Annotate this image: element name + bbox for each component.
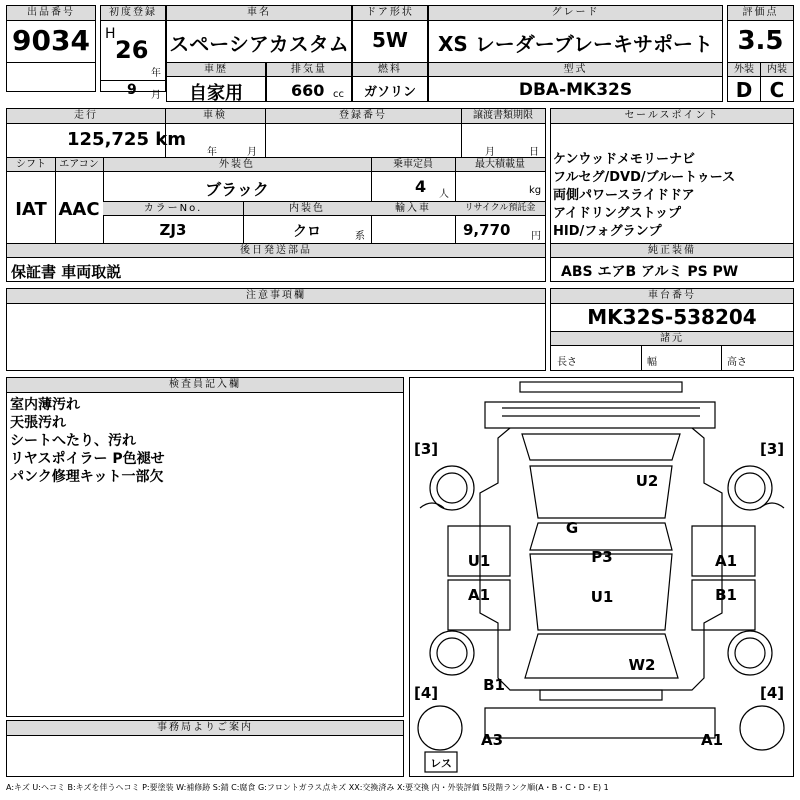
mileage: 125,725 km: [67, 129, 186, 150]
aircon: AAC: [58, 199, 100, 220]
history-header: 車歴: [167, 63, 265, 77]
aircon-header: エアコン: [55, 158, 103, 172]
door-header: ドア形状: [353, 6, 427, 21]
windshield-shape: [530, 523, 672, 550]
registration-header: 登録番号: [265, 109, 461, 124]
mark-left-fender: A1: [467, 586, 491, 604]
inspection-header: 車検: [165, 109, 265, 124]
model-box: [428, 62, 723, 102]
mark-bumper-left: A3: [480, 731, 504, 749]
color-no-header: カラーNo.: [103, 202, 243, 216]
capacity-header: 乗車定員: [371, 158, 455, 172]
genuine-equipment: ABS エアB アルミ PS PW: [561, 264, 739, 280]
fuel: ガソリン: [363, 85, 416, 100]
mark-bumper-right: A1: [700, 731, 724, 749]
door-box: [352, 5, 428, 63]
shift: IAT: [15, 199, 47, 220]
ext-color: ブラック: [205, 180, 269, 199]
exterior-header: 外装: [728, 63, 760, 77]
capacity-unit: 人: [439, 189, 449, 200]
grade: XS レーダーブレーキサポート: [438, 32, 713, 56]
score-header: 評価点: [728, 6, 793, 21]
genuine-header: 純正装備: [551, 244, 793, 258]
mark-hood: P3: [591, 548, 613, 566]
mark-right-fender: B1: [715, 586, 737, 604]
import-header: 輸入車: [371, 202, 455, 216]
mark-left-front-door: U1: [467, 552, 491, 570]
mark-windshield: G: [565, 519, 579, 537]
ext-color-header: 外装色: [103, 158, 371, 172]
color-no: ZJ3: [159, 221, 187, 239]
year-unit: 年: [151, 68, 161, 79]
transfer-month: 月: [485, 147, 495, 158]
caution-box: [6, 288, 546, 371]
transfer-day: 日: [529, 147, 539, 158]
mark-right-front-door: A1: [714, 552, 738, 570]
score: 3.5: [737, 26, 784, 56]
score-box: [727, 5, 794, 63]
dimensions-header: 諸元: [551, 332, 793, 346]
exterior-grade-box: [727, 62, 761, 102]
first-registration-box: [100, 5, 166, 101]
spare-tire-shape: [418, 706, 462, 750]
inspector-note: パンク修理キット一部欠: [10, 469, 164, 485]
tire-rr-label: [4]: [760, 684, 785, 702]
exterior-grade: D: [735, 78, 753, 102]
history: 自家用: [189, 83, 243, 104]
sales-point-header: セールスポイント: [551, 109, 793, 124]
spare-label: レス: [430, 757, 452, 770]
tire-fr-label: [3]: [760, 440, 785, 458]
fuel-box: [352, 62, 428, 102]
front-bumper-shape: [485, 708, 715, 738]
car-name-box: [166, 5, 352, 63]
sales-point-item: フルセグ/DVD/ブルートゥース: [553, 170, 736, 185]
int-color-header: 内装色: [243, 202, 371, 216]
sales-point-item: 両側パワースライドドア: [553, 188, 695, 203]
inspector-note: シートへたり、汚れ: [10, 433, 136, 449]
inspector-note: 室内薄汚れ: [10, 397, 80, 413]
dim-width: 幅: [647, 357, 657, 368]
car-name-header: 車名: [167, 6, 351, 21]
office-box: [6, 720, 404, 777]
chassis-box: [550, 288, 794, 371]
lot-number: 9034: [12, 24, 90, 57]
model-header: 型式: [429, 63, 722, 77]
sales-point-item: ケンウッドメモリーナビ: [553, 152, 695, 167]
grade-header: グレード: [429, 6, 722, 21]
grade-box: [428, 5, 723, 63]
lot-number-box: [6, 5, 96, 92]
recycle-unit: 円: [531, 231, 541, 242]
inspector-note: 天張汚れ: [10, 415, 66, 431]
history-box: [166, 62, 266, 102]
inspection-year: 年: [207, 147, 217, 158]
inspector-box: [6, 377, 404, 717]
displacement-unit: cc: [333, 89, 344, 100]
office-header: 事務局よりご案内: [7, 721, 403, 736]
mileage-header: 走行: [7, 109, 165, 124]
mark-roof: U2: [635, 472, 659, 490]
mark-left-front-lower: B1: [483, 676, 505, 694]
interior-header: 内装: [761, 63, 793, 77]
displacement-box: [266, 62, 352, 102]
mark-front-bumper: W2: [628, 656, 656, 674]
sales-point-item: アイドリングストップ: [553, 206, 682, 221]
car-name: スペーシアカスタム: [169, 32, 349, 56]
inspector-note: リヤスポイラー P色褪せ: [10, 451, 165, 467]
interior-grade-box: [760, 62, 794, 102]
legend: A:キズ U:ヘコミ B:キズを伴うヘコミ P:要塗装 W:補修跡 S:錆 C:腐食 G:フロントガラス点キズ XX:交換済み X:要交換 内・外装評価 5段階ランク順(A・B・C・D・E) 1: [6, 783, 609, 792]
recycle-header: リサイクル預託金: [455, 202, 545, 216]
interior-grade: C: [769, 78, 785, 102]
model: DBA-MK32S: [518, 80, 633, 100]
dim-length: 長さ: [557, 357, 577, 368]
tire-rl-label: [4]: [414, 684, 439, 702]
rear-panel-shape: [485, 402, 715, 428]
reg-year: 26: [115, 36, 149, 64]
shift-header: シフト: [7, 158, 55, 172]
door-type: 5W: [372, 28, 408, 52]
sales-point-item: HID/フォグランプ: [553, 224, 662, 239]
capacity: 4: [415, 177, 427, 196]
chassis-header: 車台番号: [551, 289, 793, 304]
inspector-notes: [10, 396, 165, 486]
first-registration-header: 初度登録: [101, 6, 165, 21]
rear-bumper-top-shape: [520, 382, 682, 392]
era-label: H: [105, 26, 116, 42]
front-grille-shape: [540, 690, 662, 700]
lot-number-header: 出品番号: [7, 6, 95, 21]
max-load-header: 最大積載量: [455, 158, 545, 172]
caution-header: 注意事項欄: [7, 289, 545, 304]
int-color: クロ: [293, 224, 321, 240]
sales-point-box: [550, 108, 794, 282]
tire-fl-label: [3]: [414, 440, 439, 458]
sales-point-list: [553, 151, 735, 241]
displacement: 660: [291, 81, 325, 100]
max-load-unit: kg: [529, 185, 542, 196]
recycle: 9,770: [463, 221, 511, 239]
rear-window-shape: [522, 434, 680, 460]
dim-height: 高さ: [727, 357, 747, 368]
inspection-month: 月: [247, 147, 257, 158]
reg-month: 9: [127, 82, 137, 98]
displacement-header: 排気量: [267, 63, 351, 77]
later-parts: 保証書 車両取説: [11, 263, 122, 281]
car-diagram-box: [409, 377, 794, 777]
fuel-header: 燃料: [353, 63, 427, 77]
chassis-number: MK32S-538204: [587, 305, 757, 329]
car-diagram: [410, 378, 793, 776]
later-parts-header: 後日発送部品: [7, 244, 545, 258]
month-unit: 月: [151, 90, 161, 101]
inspector-header: 検査員記入欄: [7, 378, 403, 393]
details-grid: [6, 108, 546, 282]
mark-hood-lower: U1: [590, 588, 614, 606]
int-color-unit: 系: [355, 231, 365, 242]
transfer-header: 譲渡書類期限: [461, 109, 545, 124]
